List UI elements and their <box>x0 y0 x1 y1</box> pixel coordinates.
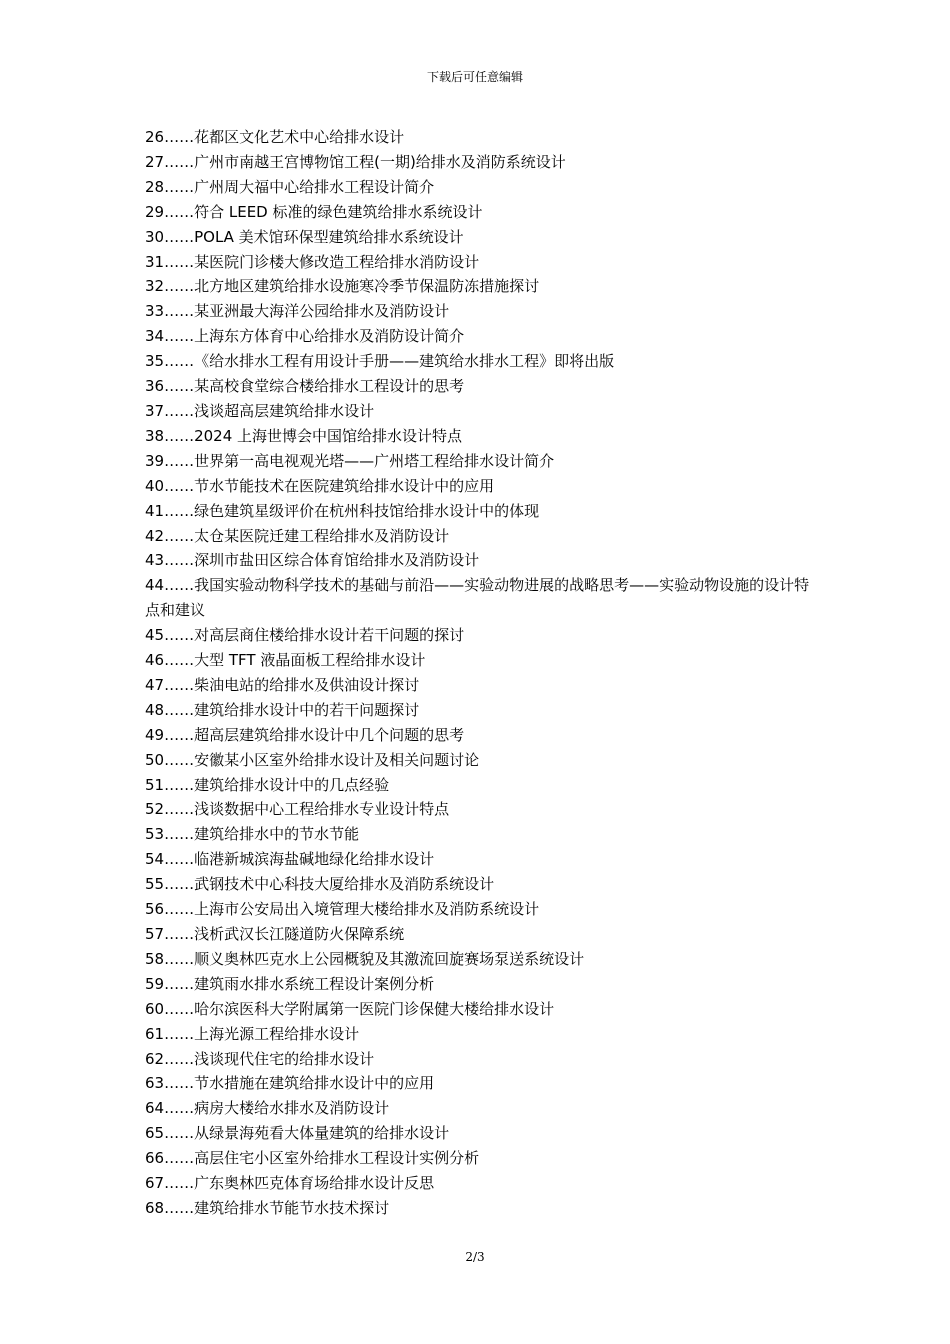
list-item: 60……哈尔滨医科大学附属第一医院门诊保健大楼给排水设计 <box>145 999 555 1018</box>
list-item: 43……深圳市盐田区综合体育馆给排水及消防设计 <box>145 551 480 570</box>
list-item: 27……广州市南越王宫博物馆工程(一期)给排水及消防系统设计 <box>145 152 566 171</box>
list-item: 61……上海光源工程给排水设计 <box>145 1024 360 1043</box>
page-header: 下载后可任意编辑 <box>426 70 523 84</box>
list-item: 45……对高层商住楼给排水设计若干问题的探讨 <box>145 626 465 645</box>
list-item: 52……浅谈数据中心工程给排水专业设计特点 <box>145 800 450 819</box>
list-item: 68……建筑给排水节能节水技术探讨 <box>145 1198 390 1217</box>
list-item: 28……广州周大福中心给排水工程设计简介 <box>145 177 435 196</box>
list-item: 55……武钢技术中心科技大厦给排水及消防系统设计 <box>145 875 495 894</box>
list-item: 67……广东奥林匹克体育场给排水设计反思 <box>145 1174 435 1193</box>
list-item: 35……《给水排水工程有用设计手册——建筑给水排水工程》即将出版 <box>145 352 615 371</box>
list-item: 57……浅析武汉长江隧道防火保障系统 <box>145 925 405 943</box>
list-item: 46……大型 TFT 液晶面板工程给排水设计 <box>145 651 426 670</box>
list-item: 65……从绿景海苑看大体量建筑的给排水设计 <box>145 1124 450 1143</box>
list-item: 34……上海东方体育中心给排水及消防设计简介 <box>145 327 465 346</box>
page-number: 2/3 <box>465 1250 485 1264</box>
list-item: 29……符合 LEED 标准的绿色建筑给排水系统设计 <box>145 202 483 221</box>
list-item: 51……建筑给排水设计中的几点经验 <box>145 775 390 794</box>
list-item: 44……我国实验动物科学技术的基础与前沿——实验动物进展的战略思考——实验动物设施的设计特点和建议 <box>145 576 810 620</box>
list-item: 30……POLA 美术馆环保型建筑给排水系统设计 <box>145 227 464 246</box>
list-item: 47……柴油电站的给排水及供油设计探讨 <box>145 675 420 694</box>
list-item: 59……建筑雨水排水系统工程设计案例分析 <box>145 974 435 993</box>
list-item: 37……浅谈超高层建筑给排水设计 <box>145 401 375 420</box>
list-item: 38……2024 上海世博会中国馆给排水设计特点 <box>145 426 463 445</box>
list-item: 41……绿色建筑星级评价在杭州科技馆给排水设计中的体现 <box>145 501 540 520</box>
list-item: 36……某高校食堂综合楼给排水工程设计的思考 <box>145 377 465 396</box>
list-item: 42……太仓某医院迁建工程给排水及消防设计 <box>145 526 450 545</box>
list-item: 32……北方地区建筑给排水设施寒冷季节保温防冻措施探讨 <box>145 277 540 296</box>
list-item: 49……超高层建筑给排水设计中几个问题的思考 <box>145 725 465 744</box>
list-item: 64……病房大楼给水排水及消防设计 <box>145 1099 390 1118</box>
entry-list <box>145 125 813 1221</box>
list-item: 40……节水节能技术在医院建筑给排水设计中的应用 <box>145 476 495 495</box>
list-item: 53……建筑给排水中的节水节能 <box>145 825 360 844</box>
list-item: 58……顺义奥林匹克水上公园概貌及其激流回旋赛场泵送系统设计 <box>145 949 585 968</box>
list-item: 26……花都区文化艺术中心给排水设计 <box>145 128 405 146</box>
list-item: 66……高层住宅小区室外给排水工程设计实例分析 <box>145 1149 480 1168</box>
list-item: 39……世界第一高电视观光塔——广州塔工程给排水设计简介 <box>145 451 555 470</box>
list-item: 50……安徽某小区室外给排水设计及相关问题讨论 <box>145 750 480 769</box>
list-item: 62……浅谈现代住宅的给排水设计 <box>145 1049 375 1068</box>
list-item: 31……某医院门诊楼大修改造工程给排水消防设计 <box>145 252 480 271</box>
list-item: 54……临港新城滨海盐碱地绿化给排水设计 <box>145 850 435 869</box>
list-item: 56……上海市公安局出入境管理大楼给排水及消防系统设计 <box>145 900 540 919</box>
list-item: 33……某亚洲最大海洋公园给排水及消防设计 <box>145 302 450 321</box>
list-item: 63……节水措施在建筑给排水设计中的应用 <box>145 1074 435 1093</box>
list-item: 48……建筑给排水设计中的若干问题探讨 <box>145 700 420 719</box>
